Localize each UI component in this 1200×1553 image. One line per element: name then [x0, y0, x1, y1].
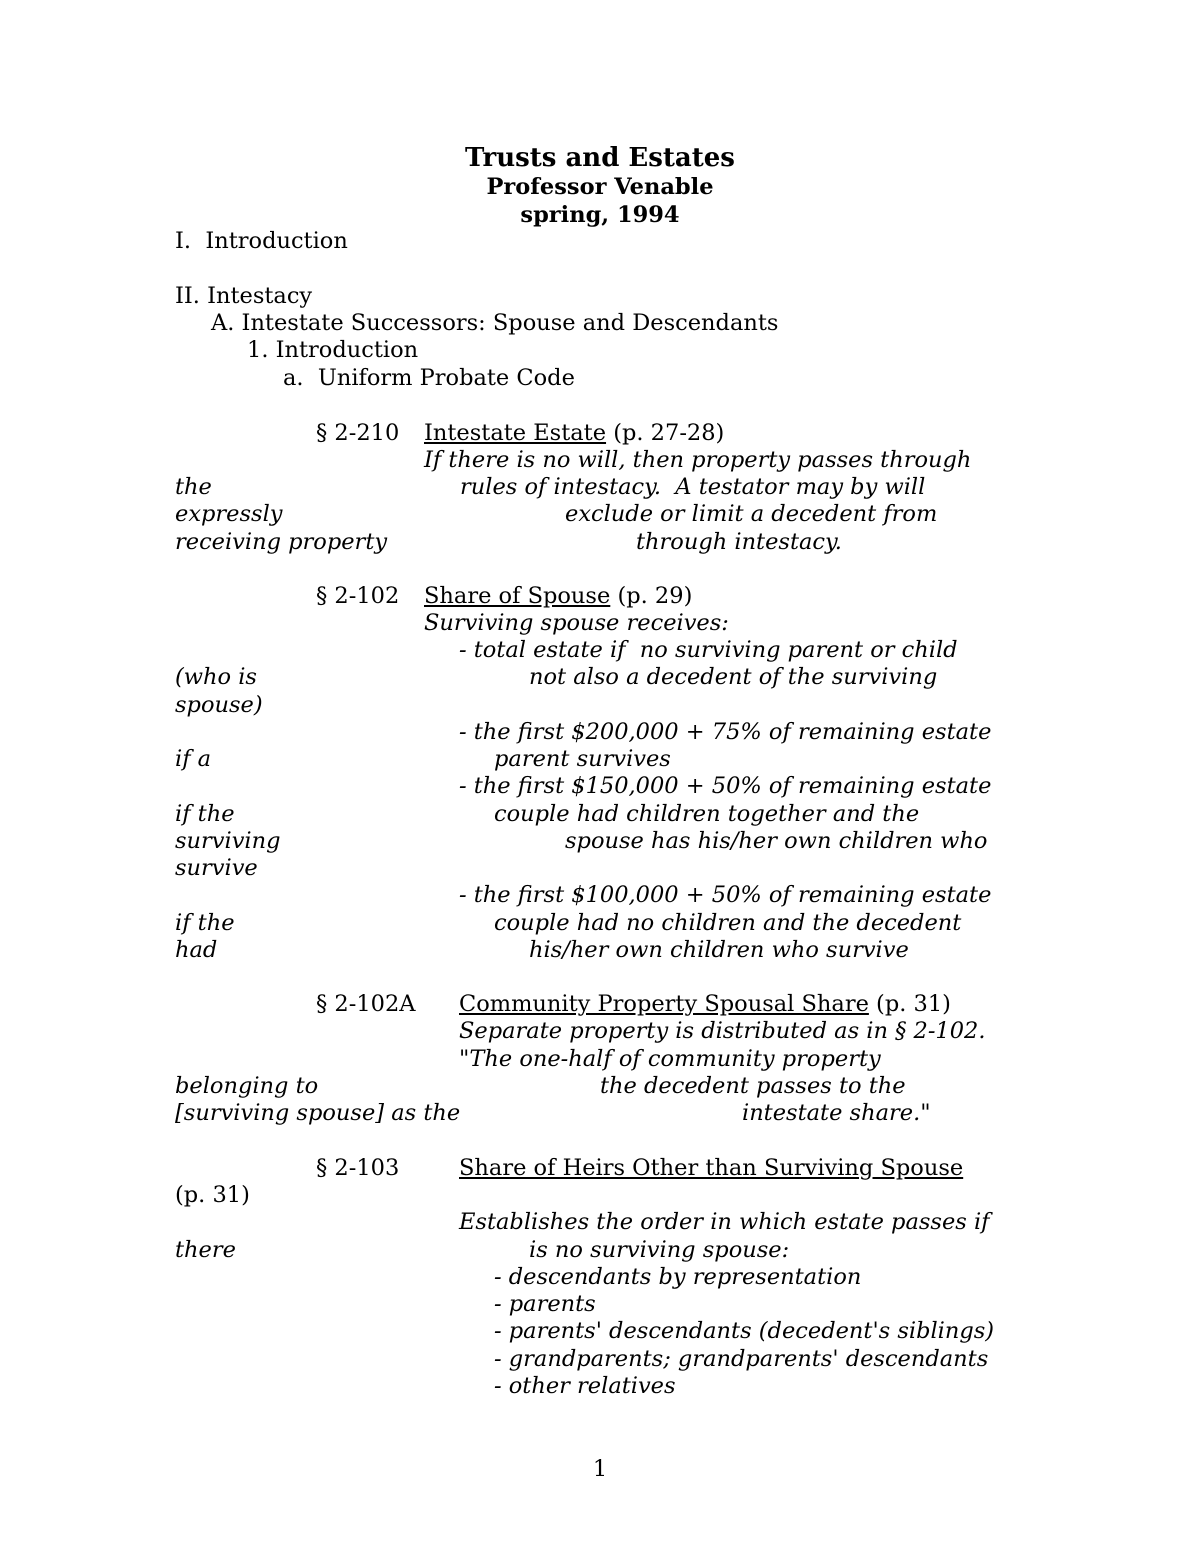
text-line: exclude or limit a decedent from	[565, 501, 938, 527]
section-number-2-102: § 2-102	[316, 583, 400, 609]
section-number-2-210: § 2-210	[316, 420, 400, 446]
text-line: couple had no children and the decedent	[494, 910, 962, 936]
section-title: Community Property Spousal Share	[459, 991, 869, 1017]
professor-name: Professor Venable	[486, 174, 714, 200]
text-line: - the first $200,000 + 75% of remaining estate	[459, 719, 992, 745]
section-heading-2-102a	[459, 991, 951, 1018]
list-item: - parents' descendants (decedent's siblings)	[494, 1318, 995, 1344]
text-line: Establishes the order in which estate passes if	[459, 1209, 990, 1235]
section-page-ref: (p. 31)	[868, 991, 951, 1017]
text-line: parent survives	[494, 746, 671, 772]
text-line: spouse)	[175, 692, 263, 718]
section-number-2-102a: § 2-102A	[316, 991, 416, 1017]
text-line: (who is	[175, 664, 257, 690]
text-line: "The one-half of community property	[459, 1046, 881, 1072]
text-line: if a	[175, 746, 212, 772]
text-line: receiving property	[175, 529, 388, 555]
section-title: Intestate Estate	[424, 420, 607, 446]
text-line: if the	[175, 910, 235, 936]
list-item: - descendants by representation	[494, 1264, 862, 1290]
section-title-2-103: Share of Heirs Other than Surviving Spouse	[459, 1155, 964, 1181]
text-line: his/her own children who survive	[529, 937, 909, 963]
outline-item-i: I. Introduction	[175, 228, 348, 254]
text-line: - the first $100,000 + 50% of remaining estate	[459, 882, 992, 908]
text-line: the	[175, 474, 212, 500]
section-heading-2-210	[424, 420, 724, 447]
text-line: belonging to	[175, 1073, 319, 1099]
text-line: not also a decedent of the surviving	[529, 664, 938, 690]
term: spring, 1994	[520, 202, 680, 228]
text-line: If there is no will, then property passes through	[424, 447, 972, 473]
section-number-2-103: § 2-103	[316, 1155, 400, 1181]
outline-item-ii-a: A. Intestate Successors: Spouse and Descendants	[211, 310, 779, 336]
outline-item-ii-a-1: 1. Introduction	[247, 337, 419, 363]
text-line: there	[175, 1237, 236, 1263]
text-line: rules of intestacy. A testator may by will	[460, 474, 926, 500]
text-line: the decedent passes to the	[600, 1073, 906, 1099]
document-title: Trusts and Estates	[465, 143, 735, 173]
list-item: - parents	[494, 1291, 596, 1317]
text-line: had	[175, 937, 218, 963]
text-line: is no surviving spouse:	[529, 1237, 790, 1263]
text-line: - total estate if no surviving parent or child	[459, 637, 958, 663]
text-line: through intestacy.	[636, 529, 842, 555]
text-line: spouse has his/her own children who	[565, 828, 988, 854]
outline-item-ii: II. Intestacy	[175, 283, 313, 309]
section-page-ref: (p. 31)	[175, 1182, 250, 1208]
text-line: couple had children together and the	[494, 801, 920, 827]
list-item: - other relatives	[494, 1373, 676, 1399]
text-line: - the first $150,000 + 50% of remaining estate	[459, 773, 992, 799]
text-line: intestate share."	[742, 1100, 931, 1126]
section-title: Share of Spouse	[424, 583, 611, 609]
text-line: survive	[175, 855, 258, 881]
page-number: 1	[592, 1456, 608, 1482]
text-line: [surviving spouse] as the	[175, 1100, 461, 1126]
text-line: Separate property is distributed as in § 2-102.	[459, 1018, 986, 1044]
section-heading-2-102	[424, 583, 692, 610]
text-line: expressly	[175, 501, 283, 527]
list-item: - grandparents; grandparents' descendants	[494, 1346, 989, 1372]
section-page-ref: (p. 27-28)	[606, 420, 725, 446]
text-line: if the	[175, 801, 235, 827]
text-line: surviving	[175, 828, 281, 854]
section-page-ref: (p. 29)	[610, 583, 693, 609]
outline-item-ii-a-1-a: a. Uniform Probate Code	[283, 365, 575, 391]
text-line: Surviving spouse receives:	[424, 610, 729, 636]
